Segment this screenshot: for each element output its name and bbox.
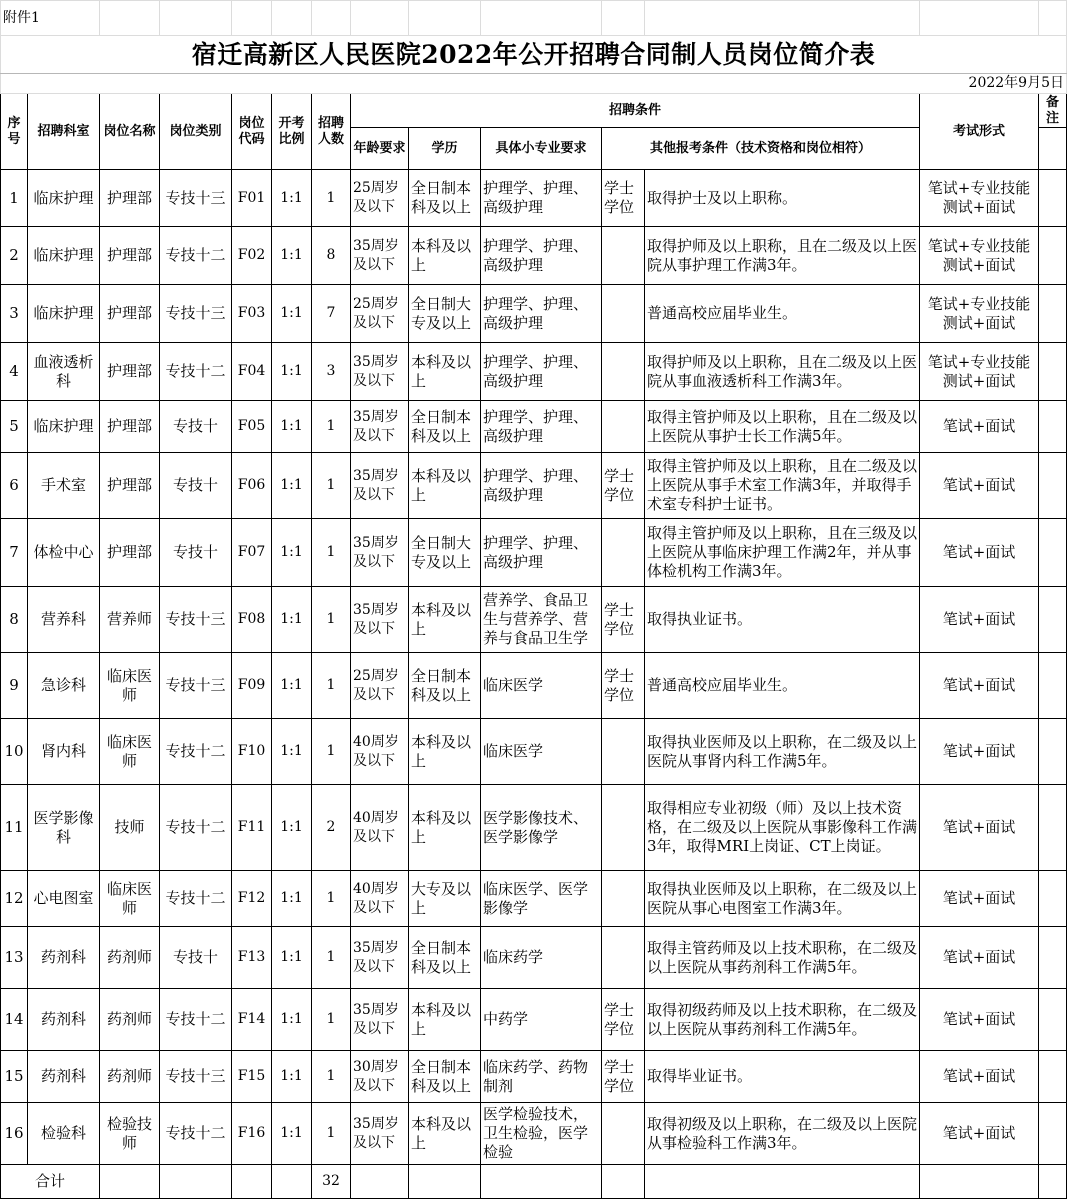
cell-exam: 笔试+面试 <box>920 1051 1039 1103</box>
cell-no: 7 <box>1 519 28 587</box>
cell-no: 6 <box>1 453 28 519</box>
cell-degree <box>602 1103 645 1165</box>
cell-post: 临床医师 <box>100 653 160 719</box>
cell-ratio: 1:1 <box>272 871 312 927</box>
cell-code: F02 <box>232 227 272 285</box>
attachment-label: 附件1 <box>1 1 100 36</box>
cell-remark <box>1039 653 1067 719</box>
cell-exam: 笔试+专业技能测试+面试 <box>920 227 1039 285</box>
cell-no: 13 <box>1 927 28 989</box>
cell-count: 1 <box>312 1103 351 1165</box>
cell-dept: 血液透析科 <box>28 343 100 401</box>
cell-ratio: 1:1 <box>272 285 312 343</box>
cell-degree: 学士学位 <box>602 453 645 519</box>
cell-degree: 学士学位 <box>602 587 645 653</box>
cell-edu: 全日制本科及以上 <box>409 927 481 989</box>
cell-remark <box>1039 343 1067 401</box>
cell-remark <box>1039 1103 1067 1165</box>
cell-age: 30周岁及以下 <box>351 1051 409 1103</box>
cell-major: 医学影像技术、医学影像学 <box>481 785 602 871</box>
cell-other: 取得初级药师及以上技术职称，在二级及以上医院从事药剂科工作满5年。 <box>645 989 920 1051</box>
cell-dept: 医学影像科 <box>28 785 100 871</box>
table-row <box>1 719 1067 785</box>
cell-post: 护理部 <box>100 343 160 401</box>
cell-count: 3 <box>312 343 351 401</box>
table-row <box>1 653 1067 719</box>
cell-age: 35周岁及以下 <box>351 343 409 401</box>
cell-dept: 临床护理 <box>28 227 100 285</box>
cell-category: 专技十二 <box>160 719 232 785</box>
cell-major: 营养学、食品卫生与营养学、营养与食品卫生学 <box>481 587 602 653</box>
cell-code: F11 <box>232 785 272 871</box>
cell-code: F16 <box>232 1103 272 1165</box>
cell-post: 药剂师 <box>100 1051 160 1103</box>
cell-dept: 临床护理 <box>28 285 100 343</box>
cell-count: 8 <box>312 227 351 285</box>
cell-no: 2 <box>1 227 28 285</box>
cell-age: 25周岁及以下 <box>351 285 409 343</box>
header-exam: 考试形式 <box>920 94 1039 170</box>
cell-edu: 本科及以上 <box>409 587 481 653</box>
cell-edu: 本科及以上 <box>409 785 481 871</box>
cell-code: F07 <box>232 519 272 587</box>
cell-major: 临床药学、药物制剂 <box>481 1051 602 1103</box>
cell-edu: 全日制本科及以上 <box>409 401 481 453</box>
table-row <box>1 1051 1067 1103</box>
cell-category: 专技十二 <box>160 227 232 285</box>
table-row <box>1 343 1067 401</box>
cell-no: 3 <box>1 285 28 343</box>
cell-ratio: 1:1 <box>272 989 312 1051</box>
header-other: 其他报考条件（技术资格和岗位相符） <box>602 128 920 170</box>
page-title: 宿迁高新区人民医院2022年公开招聘合同制人员岗位简介表 <box>1 36 1067 74</box>
cell-dept: 心电图室 <box>28 871 100 927</box>
cell-category: 专技十二 <box>160 1103 232 1165</box>
table-row <box>1 227 1067 285</box>
header-remark: 备注 <box>1039 94 1067 128</box>
cell-no: 14 <box>1 989 28 1051</box>
cell-no: 10 <box>1 719 28 785</box>
cell-post: 护理部 <box>100 453 160 519</box>
cell-category: 专技十 <box>160 401 232 453</box>
cell-degree <box>602 227 645 285</box>
cell-age: 40周岁及以下 <box>351 719 409 785</box>
total-count: 32 <box>312 1165 351 1199</box>
cell-code: F13 <box>232 927 272 989</box>
cell-category: 专技十二 <box>160 989 232 1051</box>
cell-no: 12 <box>1 871 28 927</box>
cell-post: 药剂师 <box>100 989 160 1051</box>
cell-post: 药剂师 <box>100 927 160 989</box>
cell-age: 35周岁及以下 <box>351 989 409 1051</box>
cell-count: 1 <box>312 653 351 719</box>
cell-degree: 学士学位 <box>602 989 645 1051</box>
table-row <box>1 927 1067 989</box>
cell-category: 专技十 <box>160 519 232 587</box>
cell-exam: 笔试+面试 <box>920 587 1039 653</box>
total-row <box>1 1165 1067 1199</box>
cell-post: 护理部 <box>100 519 160 587</box>
cell-ratio: 1:1 <box>272 343 312 401</box>
cell-age: 35周岁及以下 <box>351 587 409 653</box>
cell-other: 取得执业医师及以上职称，在二级及以上医院从事肾内科工作满5年。 <box>645 719 920 785</box>
cell-ratio: 1:1 <box>272 653 312 719</box>
cell-no: 16 <box>1 1103 28 1165</box>
cell-code: F08 <box>232 587 272 653</box>
cell-degree <box>602 401 645 453</box>
cell-post: 临床医师 <box>100 871 160 927</box>
cell-remark <box>1039 285 1067 343</box>
cell-post: 检验技师 <box>100 1103 160 1165</box>
cell-exam: 笔试+面试 <box>920 1103 1039 1165</box>
cell-code: F10 <box>232 719 272 785</box>
table-row <box>1 401 1067 453</box>
cell-count: 1 <box>312 989 351 1051</box>
cell-remark <box>1039 401 1067 453</box>
cell-exam: 笔试+面试 <box>920 785 1039 871</box>
cell-exam: 笔试+专业技能测试+面试 <box>920 343 1039 401</box>
cell-count: 1 <box>312 587 351 653</box>
cell-count: 1 <box>312 871 351 927</box>
cell-other: 取得主管药师及以上技术职称，在二级及以上医院从事药剂科工作满5年。 <box>645 927 920 989</box>
cell-age: 40周岁及以下 <box>351 785 409 871</box>
cell-exam: 笔试+专业技能测试+面试 <box>920 170 1039 227</box>
cell-major: 中药学 <box>481 989 602 1051</box>
cell-post: 护理部 <box>100 227 160 285</box>
cell-code: F03 <box>232 285 272 343</box>
cell-post: 护理部 <box>100 170 160 227</box>
cell-degree: 学士学位 <box>602 1051 645 1103</box>
cell-remark <box>1039 785 1067 871</box>
cell-edu: 本科及以上 <box>409 343 481 401</box>
table-row <box>1 453 1067 519</box>
cell-count: 2 <box>312 785 351 871</box>
cell-count: 7 <box>312 285 351 343</box>
cell-no: 15 <box>1 1051 28 1103</box>
cell-edu: 本科及以上 <box>409 719 481 785</box>
cell-other: 取得执业证书。 <box>645 587 920 653</box>
table-row <box>1 989 1067 1051</box>
header-ratio: 开考比例 <box>272 94 312 170</box>
table-row <box>1 285 1067 343</box>
header-edu: 学历 <box>409 128 481 170</box>
cell-dept: 体检中心 <box>28 519 100 587</box>
cell-dept: 临床护理 <box>28 401 100 453</box>
cell-edu: 本科及以上 <box>409 453 481 519</box>
cell-major: 临床医学 <box>481 653 602 719</box>
issue-date: 2022年9月5日 <box>1 74 1067 94</box>
cell-post: 营养师 <box>100 587 160 653</box>
total-label: 合计 <box>1 1165 100 1199</box>
cell-major: 临床药学 <box>481 927 602 989</box>
header-dept: 招聘科室 <box>28 94 100 170</box>
cell-exam: 笔试+专业技能测试+面试 <box>920 285 1039 343</box>
cell-edu: 全日制本科及以上 <box>409 170 481 227</box>
table-row <box>1 587 1067 653</box>
cell-ratio: 1:1 <box>272 587 312 653</box>
cell-age: 35周岁及以下 <box>351 453 409 519</box>
cell-code: F15 <box>232 1051 272 1103</box>
cell-degree <box>602 785 645 871</box>
cell-remark <box>1039 719 1067 785</box>
cell-age: 25周岁及以下 <box>351 170 409 227</box>
cell-other: 取得护师及以上职称，且在二级及以上医院从事护理工作满3年。 <box>645 227 920 285</box>
cell-category: 专技十三 <box>160 170 232 227</box>
cell-remark <box>1039 453 1067 519</box>
cell-exam: 笔试+面试 <box>920 519 1039 587</box>
cell-code: F01 <box>232 170 272 227</box>
cell-count: 1 <box>312 453 351 519</box>
cell-other: 取得主管护师及以上职称，且在三级及以上医院从事临床护理工作满2年，并从事体检机构工作满3年。 <box>645 519 920 587</box>
cell-major: 护理学、护理、高级护理 <box>481 343 602 401</box>
cell-remark <box>1039 989 1067 1051</box>
cell-remark <box>1039 1051 1067 1103</box>
cell-remark <box>1039 587 1067 653</box>
cell-code: F14 <box>232 989 272 1051</box>
table-row <box>1 871 1067 927</box>
cell-count: 1 <box>312 170 351 227</box>
cell-ratio: 1:1 <box>272 519 312 587</box>
cell-category: 专技十二 <box>160 343 232 401</box>
cell-no: 11 <box>1 785 28 871</box>
cell-other: 取得初级及以上职称，在二级及以上医院从事检验科工作满3年。 <box>645 1103 920 1165</box>
cell-code: F04 <box>232 343 272 401</box>
cell-category: 专技十二 <box>160 871 232 927</box>
cell-post: 技师 <box>100 785 160 871</box>
cell-other: 取得主管护师及以上职称，且在二级及以上医院从事护士长工作满5年。 <box>645 401 920 453</box>
cell-ratio: 1:1 <box>272 785 312 871</box>
cell-exam: 笔试+面试 <box>920 401 1039 453</box>
cell-category: 专技十三 <box>160 285 232 343</box>
cell-major: 护理学、护理、高级护理 <box>481 285 602 343</box>
cell-edu: 全日制本科及以上 <box>409 653 481 719</box>
cell-major: 临床医学 <box>481 719 602 785</box>
header-no: 序号 <box>1 94 28 170</box>
cell-dept: 临床护理 <box>28 170 100 227</box>
cell-edu: 全日制大专及以上 <box>409 519 481 587</box>
cell-edu: 本科及以上 <box>409 989 481 1051</box>
cell-dept: 营养科 <box>28 587 100 653</box>
cell-other: 普通高校应届毕业生。 <box>645 653 920 719</box>
cell-dept: 肾内科 <box>28 719 100 785</box>
cell-remark <box>1039 170 1067 227</box>
cell-exam: 笔试+面试 <box>920 989 1039 1051</box>
cell-degree <box>602 519 645 587</box>
cell-dept: 急诊科 <box>28 653 100 719</box>
cell-ratio: 1:1 <box>272 1051 312 1103</box>
cell-major: 医学检验技术，卫生检验，医学检验 <box>481 1103 602 1165</box>
cell-no: 5 <box>1 401 28 453</box>
cell-edu: 全日制大专及以上 <box>409 285 481 343</box>
cell-major: 护理学、护理、高级护理 <box>481 401 602 453</box>
cell-category: 专技十 <box>160 927 232 989</box>
cell-major: 临床医学、医学影像学 <box>481 871 602 927</box>
cell-count: 1 <box>312 1051 351 1103</box>
cell-remark <box>1039 519 1067 587</box>
cell-exam: 笔试+面试 <box>920 453 1039 519</box>
cell-ratio: 1:1 <box>272 927 312 989</box>
cell-other: 取得护士及以上职称。 <box>645 170 920 227</box>
cell-post: 临床医师 <box>100 719 160 785</box>
cell-code: F06 <box>232 453 272 519</box>
cell-ratio: 1:1 <box>272 719 312 785</box>
cell-other: 取得毕业证书。 <box>645 1051 920 1103</box>
cell-edu: 本科及以上 <box>409 1103 481 1165</box>
cell-no: 1 <box>1 170 28 227</box>
cell-code: F09 <box>232 653 272 719</box>
cell-category: 专技十 <box>160 453 232 519</box>
cell-code: F05 <box>232 401 272 453</box>
cell-code: F12 <box>232 871 272 927</box>
cell-degree <box>602 719 645 785</box>
cell-dept: 检验科 <box>28 1103 100 1165</box>
cell-degree <box>602 285 645 343</box>
cell-major: 护理学、护理、高级护理 <box>481 227 602 285</box>
cell-age: 35周岁及以下 <box>351 927 409 989</box>
cell-exam: 笔试+面试 <box>920 719 1039 785</box>
cell-age: 35周岁及以下 <box>351 519 409 587</box>
cell-major: 护理学、护理、高级护理 <box>481 453 602 519</box>
cell-ratio: 1:1 <box>272 227 312 285</box>
cell-degree <box>602 871 645 927</box>
header-age: 年龄要求 <box>351 128 409 170</box>
cell-other: 取得执业医师及以上职称，在二级及以上医院从事心电图室工作满3年。 <box>645 871 920 927</box>
cell-other: 取得护师及以上职称，且在二级及以上医院从事血液透析科工作满3年。 <box>645 343 920 401</box>
cell-dept: 药剂科 <box>28 1051 100 1103</box>
cell-age: 25周岁及以下 <box>351 653 409 719</box>
cell-category: 专技十三 <box>160 587 232 653</box>
cell-age: 35周岁及以下 <box>351 227 409 285</box>
table-row <box>1 1103 1067 1165</box>
cell-exam: 笔试+面试 <box>920 653 1039 719</box>
cell-degree: 学士学位 <box>602 653 645 719</box>
cell-age: 40周岁及以下 <box>351 871 409 927</box>
table-row <box>1 785 1067 871</box>
cell-remark <box>1039 871 1067 927</box>
cell-remark <box>1039 927 1067 989</box>
header-category: 岗位类别 <box>160 94 232 170</box>
cell-count: 1 <box>312 519 351 587</box>
cell-major: 护理学、护理、高级护理 <box>481 170 602 227</box>
cell-no: 4 <box>1 343 28 401</box>
cell-degree <box>602 343 645 401</box>
table-row <box>1 519 1067 587</box>
table-row <box>1 170 1067 227</box>
cell-edu: 全日制本科及以上 <box>409 1051 481 1103</box>
cell-post: 护理部 <box>100 285 160 343</box>
cell-category: 专技十三 <box>160 653 232 719</box>
cell-degree <box>602 927 645 989</box>
header-post: 岗位名称 <box>100 94 160 170</box>
cell-major: 护理学、护理、高级护理 <box>481 519 602 587</box>
cell-count: 1 <box>312 719 351 785</box>
cell-exam: 笔试+面试 <box>920 927 1039 989</box>
header-major: 具体小专业要求 <box>481 128 602 170</box>
cell-dept: 药剂科 <box>28 927 100 989</box>
cell-ratio: 1:1 <box>272 170 312 227</box>
cell-other: 取得主管护师及以上职称，且在二级及以上医院从事手术室工作满3年，并取得手术室专科护士证书。 <box>645 453 920 519</box>
cell-count: 1 <box>312 927 351 989</box>
cell-ratio: 1:1 <box>272 453 312 519</box>
header-count: 招聘人数 <box>312 94 351 170</box>
cell-degree: 学士学位 <box>602 170 645 227</box>
cell-other: 普通高校应届毕业生。 <box>645 285 920 343</box>
cell-ratio: 1:1 <box>272 401 312 453</box>
cell-remark <box>1039 227 1067 285</box>
header-conditions: 招聘条件 <box>351 94 920 128</box>
cell-ratio: 1:1 <box>272 1103 312 1165</box>
cell-post: 护理部 <box>100 401 160 453</box>
cell-category: 专技十二 <box>160 785 232 871</box>
cell-edu: 本科及以上 <box>409 227 481 285</box>
cell-age: 35周岁及以下 <box>351 1103 409 1165</box>
header-code: 岗位代码 <box>232 94 272 170</box>
cell-no: 8 <box>1 587 28 653</box>
cell-dept: 手术室 <box>28 453 100 519</box>
cell-exam: 笔试+面试 <box>920 871 1039 927</box>
cell-other: 取得相应专业初级（师）及以上技术资格，在二级及以上医院从事影像科工作满3年，取得MRI上岗证、CT上岗证。 <box>645 785 920 871</box>
cell-category: 专技十三 <box>160 1051 232 1103</box>
cell-count: 1 <box>312 401 351 453</box>
cell-dept: 药剂科 <box>28 989 100 1051</box>
cell-age: 35周岁及以下 <box>351 401 409 453</box>
cell-no: 9 <box>1 653 28 719</box>
cell-edu: 大专及以上 <box>409 871 481 927</box>
